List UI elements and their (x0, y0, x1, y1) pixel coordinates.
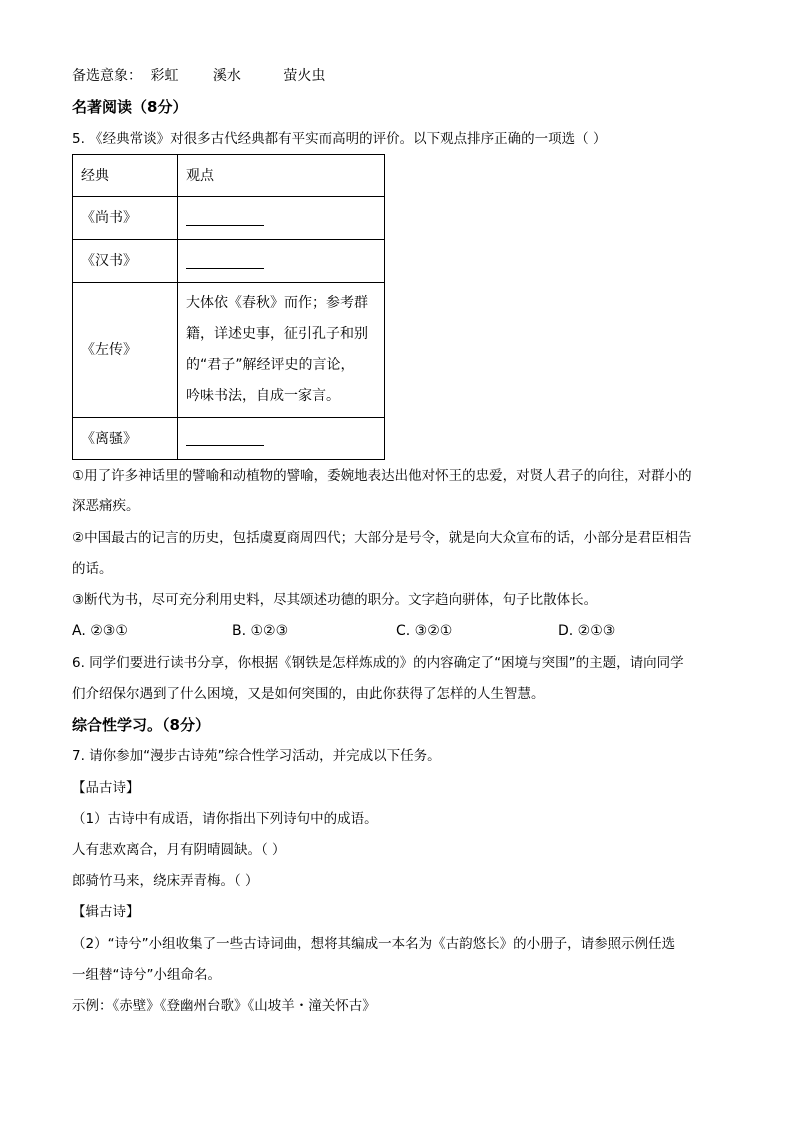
section-heading-reading: 名著阅读（8分） (72, 98, 188, 116)
statement-1: ①用了许多神话里的譬喻和动植物的譬喻，委婉地表达出他对怀王的忠爱，对贤人君子的向往，对群小的 (72, 468, 692, 484)
q6-line-2: 们介绍保尔遇到了什么困境，又是如何突围的，由此你获得了怎样的人生智慧。 (72, 686, 545, 702)
statement-1-cont: 深恶痛疾。 (72, 498, 140, 514)
q5-stem: 5. 《经典常谈》对很多古代经典都有平实而高明的评价。以下观点排序正确的一项选（ ） (72, 131, 607, 147)
view-text-line: 大体依《春秋》而作；参考群 (186, 295, 368, 311)
statement-2-cont: 的话。 (72, 561, 113, 577)
view-cell (178, 240, 385, 283)
q7-stem: 7. 请你参加“漫步古诗苑”综合性学习活动，并完成以下任务。 (72, 748, 441, 764)
table-row (73, 283, 385, 418)
option-d[interactable]: D. ②①③ (558, 623, 616, 639)
classics-table (72, 154, 385, 460)
option-a[interactable]: A. ②③① (72, 623, 128, 639)
part1-title: 【品古诗】 (72, 780, 140, 796)
table-row (73, 240, 385, 283)
book-cell: 《尚书》 (73, 197, 178, 240)
part2-question-line-2: 一组替“诗兮”小组命名。 (72, 967, 221, 983)
statement-2: ②中国最古的记言的历史，包括虞夏商周四代；大部分是号令，就是向大众宣布的话，小部分是君臣相告 (72, 530, 692, 546)
part1-poem-line-1: 人有悲欢离合，月有阴晴圆缺。（ ） (72, 842, 286, 858)
table-row (73, 418, 385, 460)
imagery-item: 彩虹 (150, 68, 179, 84)
book-cell: 《左传》 (73, 283, 178, 418)
imagery-item: 溪水 (212, 68, 241, 84)
part2-title: 【辑古诗】 (72, 904, 140, 920)
view-text-line: 吟味书法，自成一家言。 (186, 388, 340, 404)
part2-question-line-1: （2）“诗兮”小组收集了一些古诗词曲，想将其编成一本名为《古韵悠长》的小册子，请参照示例任选 (72, 936, 676, 952)
part1-question: （1）古诗中有成语，请你指出下列诗句中的成语。 (72, 811, 378, 827)
view-cell (178, 197, 385, 240)
view-cell (178, 283, 385, 418)
answer-blank (186, 431, 264, 446)
section-heading-comprehensive: 综合性学习。（8分） (72, 716, 210, 734)
q6-line-1: 6. 同学们要进行读书分享，你根据《钢铁是怎样炼成的》的内容确定了“困境与突围”的主题，请向同学 (72, 655, 684, 671)
option-c[interactable]: C. ③②① (396, 623, 453, 639)
view-cell (178, 418, 385, 460)
view-text-line: 籍，详述史事，征引孔子和别 (186, 326, 368, 342)
part2-example: 示例：《赤壁》《登幽州台歌》《山坡羊・潼关怀古》 (72, 998, 376, 1014)
candidate-imagery-label: 备选意象： (72, 68, 142, 84)
part1-poem-line-2: 郎骑竹马来，绕床弄青梅。（ ） (72, 873, 259, 889)
table-row (73, 197, 385, 240)
book-cell: 《汉书》 (73, 240, 178, 283)
table-header-cell: 观点 (178, 155, 385, 197)
book-cell: 《离骚》 (73, 418, 178, 460)
option-b[interactable]: B. ①②③ (232, 623, 289, 639)
view-text-line: 的“君子”解经评史的言论， (186, 357, 355, 373)
answer-blank (186, 254, 264, 269)
statement-3: ③断代为书，尽可充分利用史料，尽其颂述功德的职分。文字趋向骈体，句子比散体长。 (72, 592, 598, 608)
answer-blank (186, 211, 264, 226)
table-header-row (73, 155, 385, 197)
table-header-cell: 经典 (73, 155, 178, 197)
candidate-imagery-line (72, 66, 325, 86)
imagery-item: 萤火虫 (283, 68, 326, 84)
